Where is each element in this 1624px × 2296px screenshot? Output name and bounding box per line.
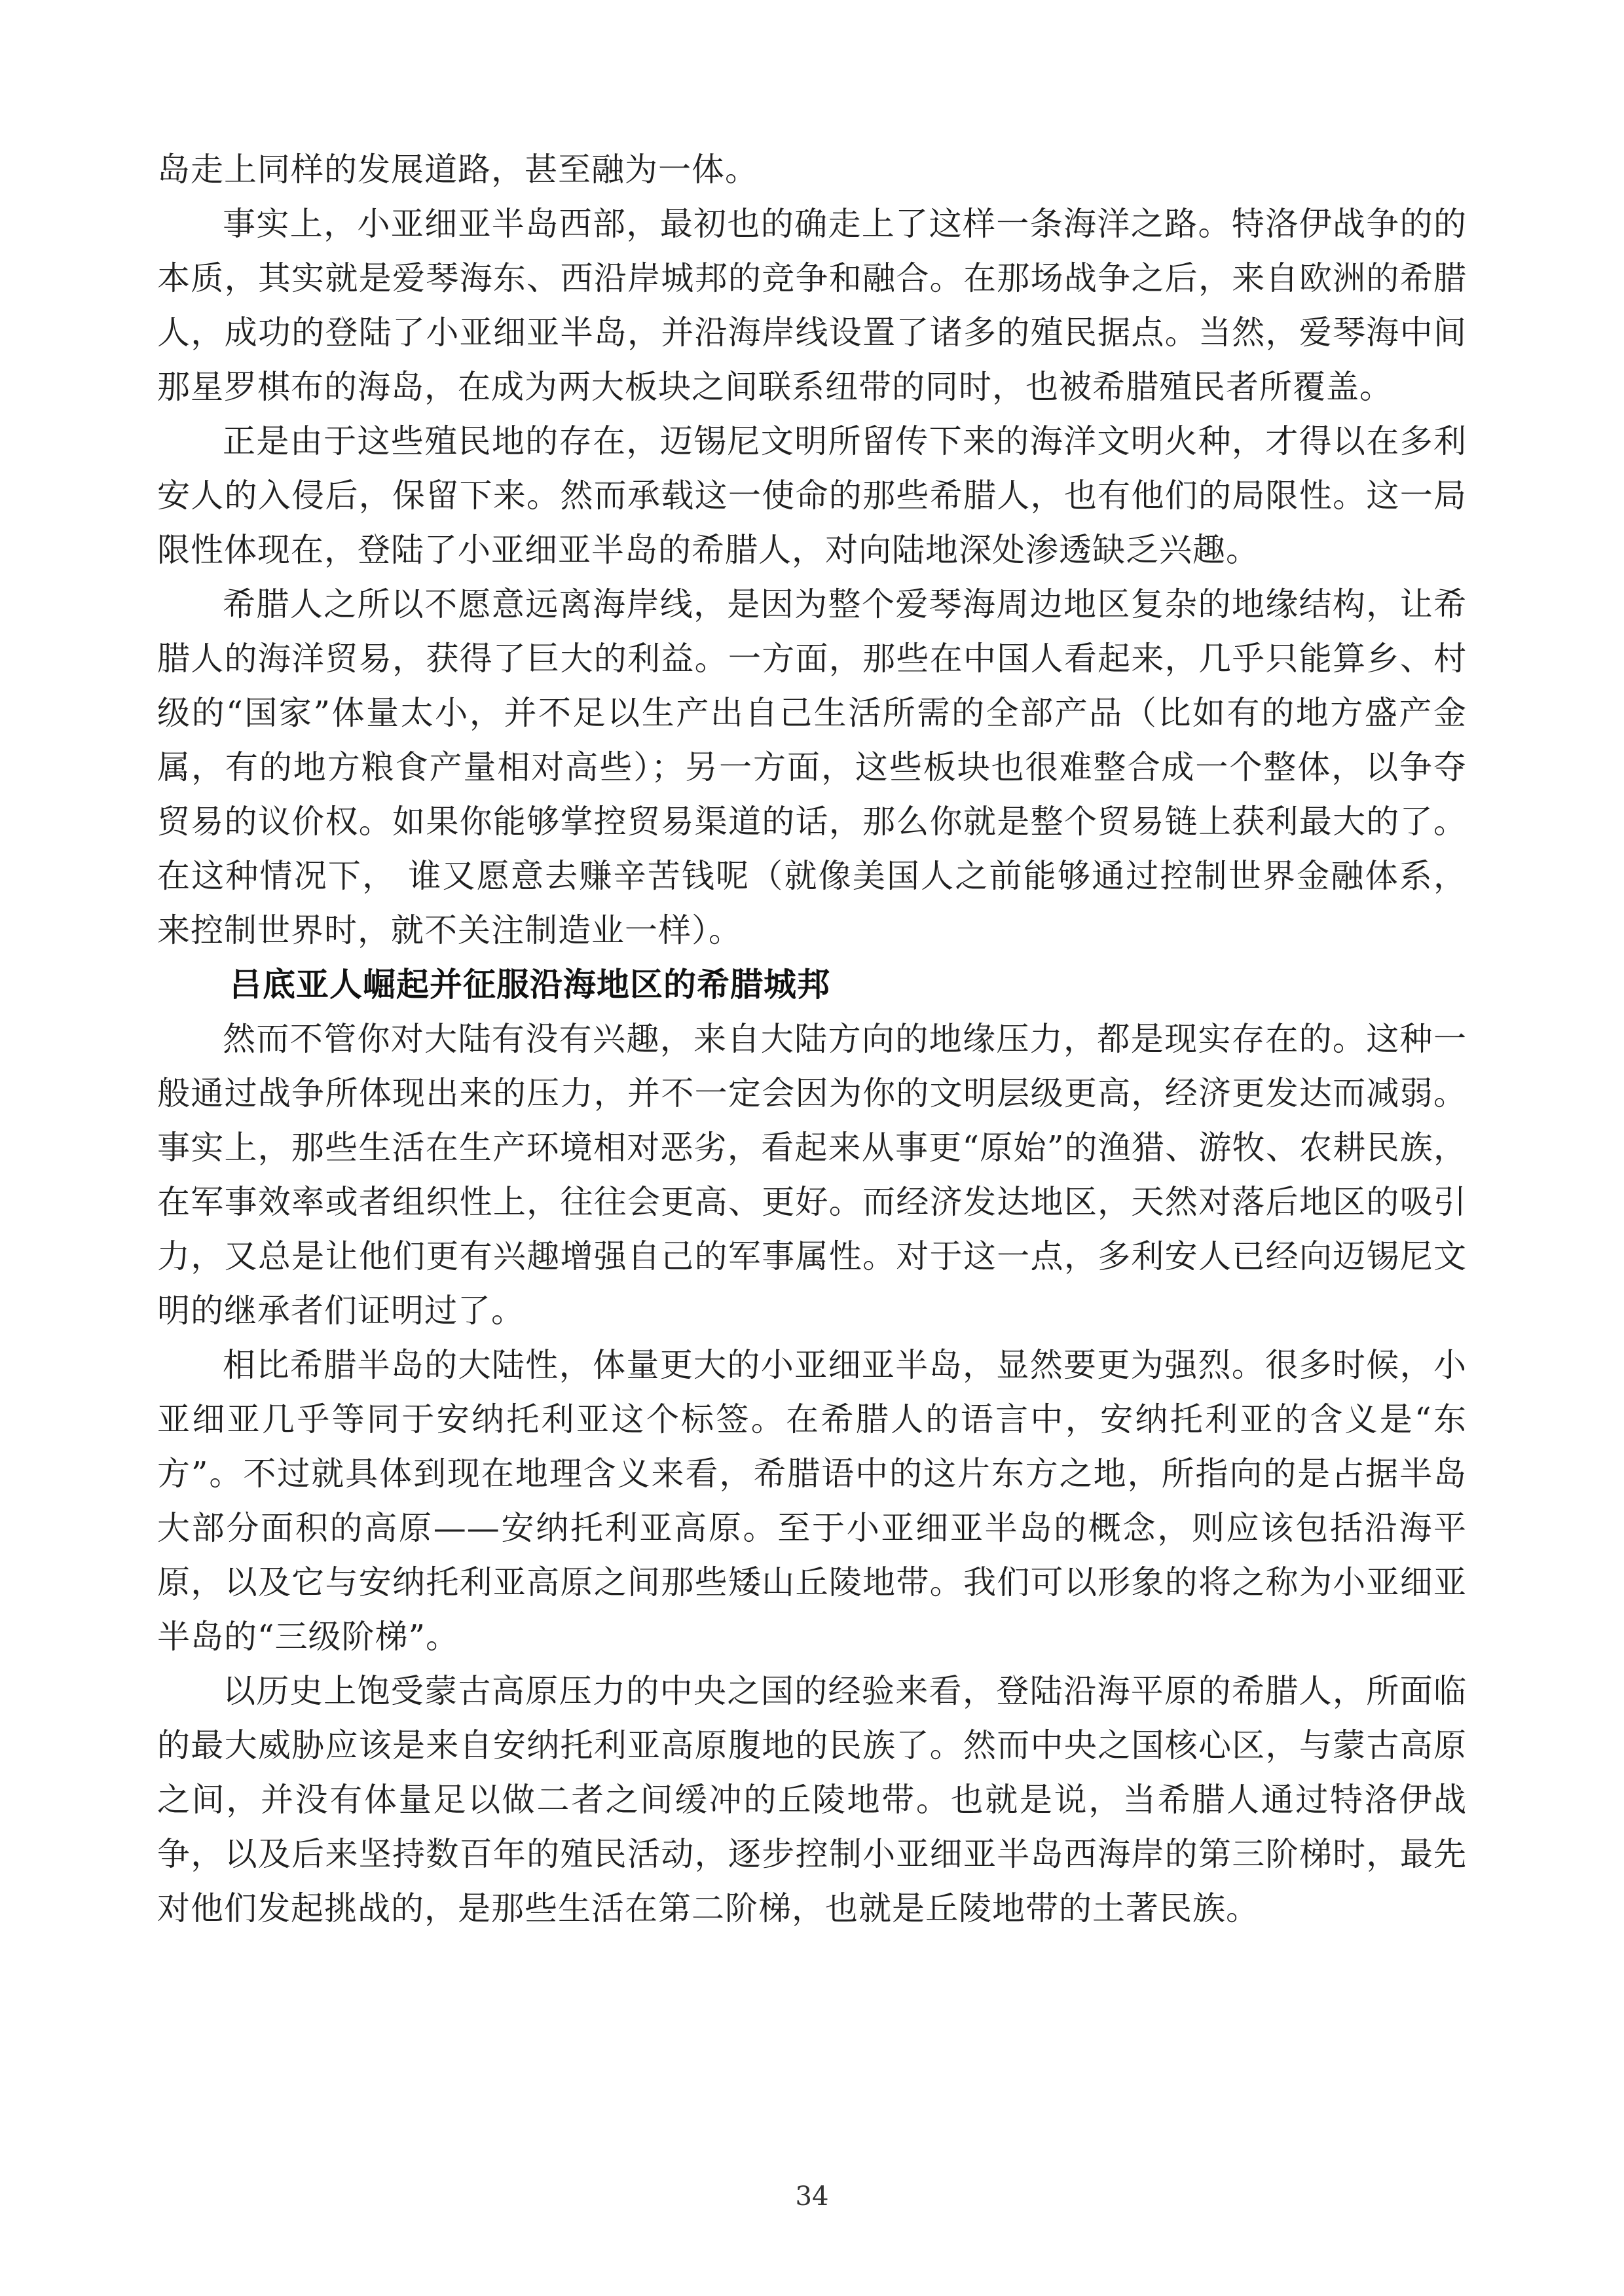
page-body	[157, 143, 1467, 1936]
paragraph: 正是由于这些殖民地的存在，迈锡尼文明所留传下来的海洋文明火种，才得以在多利安人的入侵后，保留下来。然而承载这一使命的那些希腊人，也有他们的局限性。这一局限性体现在，登陆了小亚细亚半岛的希腊人，对向陆地深处渗透缺乏兴趣。	[157, 422, 1467, 569]
page-number: 34	[795, 2181, 829, 2212]
paragraph: 以历史上饱受蒙古高原压力的中央之国的经验来看，登陆沿海平原的希腊人，所面临的最大威胁应该是来自安纳托利亚高原腹地的民族了。然而中央之国核心区，与蒙古高原之间，并没有体量足以做二者之间缓冲的丘陵地带。也就是说，当希腊人通过特洛伊战争，以及后来坚持数百年的殖民活动，逐步控制小亚细亚半岛西海岸的第三阶梯时，最先对他们发起挑战的，是那些生活在第二阶梯，也就是丘陵地带的土著民族。	[157, 1672, 1467, 1927]
paragraph: 事实上，小亚细亚半岛西部，最初也的确走上了这样一条海洋之路。特洛伊战争的的本质，其实就是爱琴海东、西沿岸城邦的竞争和融合。在那场战争之后，来自欧洲的希腊人，成功的登陆了小亚细亚半岛，并沿海岸线设置了诸多的殖民据点。当然，爱琴海中间那星罗棋布的海岛，在成为两大板块之间联系纽带的同时，也被希腊殖民者所覆盖。	[157, 205, 1467, 406]
section-heading: 吕底亚人崛起并征服沿海地区的希腊城邦	[229, 966, 830, 1004]
paragraph: 相比希腊半岛的大陆性，体量更大的小亚细亚半岛，显然要更为强烈。很多时候，小亚细亚几乎等同于安纳托利亚这个标签。在希腊人的语言中，安纳托利亚的含义是“东方”。不过就具体到现在地理含义来看，希腊语中的这片东方之地，所指向的是占据半岛大部分面积的高原——安纳托利亚高原。至于小亚细亚半岛的概念，则应该包括沿海平原，以及它与安纳托利亚高原之间那些矮山丘陵地带。我们可以形象的将之称为小亚细亚半岛的“三级阶梯”。	[157, 1346, 1467, 1656]
paragraph-continuation: 岛走上同样的发展道路，甚至融为一体。	[157, 151, 758, 189]
paragraph: 然而不管你对大陆有没有兴趣，来自大陆方向的地缘压力，都是现实存在的。这种一般通过战争所体现出来的压力，并不一定会因为你的文明层级更高，经济更发达而减弱。事实上，那些生活在生产环境相对恶劣，看起来从事更“原始”的渔猎、游牧、农耕民族，在军事效率或者组织性上，往往会更高、更好。而经济发达地区，天然对落后地区的吸引力，又总是让他们更有兴趣增强自己的军事属性。对于这一点，多利安人已经向迈锡尼文明的继承者们证明过了。	[157, 1020, 1467, 1330]
paragraph: 希腊人之所以不愿意远离海岸线，是因为整个爱琴海周边地区复杂的地缘结构，让希腊人的海洋贸易，获得了巨大的利益。一方面，那些在中国人看起来，几乎只能算乡、村级的“国家”体量太小，并不足以生产出自己生活所需的全部产品（比如有的地方盛产金属，有的地方粮食产量相对高些）；另一方面，这些板块也很难整合成一个整体，以争夺贸易的议价权。如果你能够掌控贸易渠道的话，那么你就是整个贸易链上获利最大的了。在这种情况下， 谁又愿意去赚辛苦钱呢（就像美国人之前能够通过控制世界金融体系，来控制世界时，就不关注制造业一样）。	[157, 585, 1467, 949]
